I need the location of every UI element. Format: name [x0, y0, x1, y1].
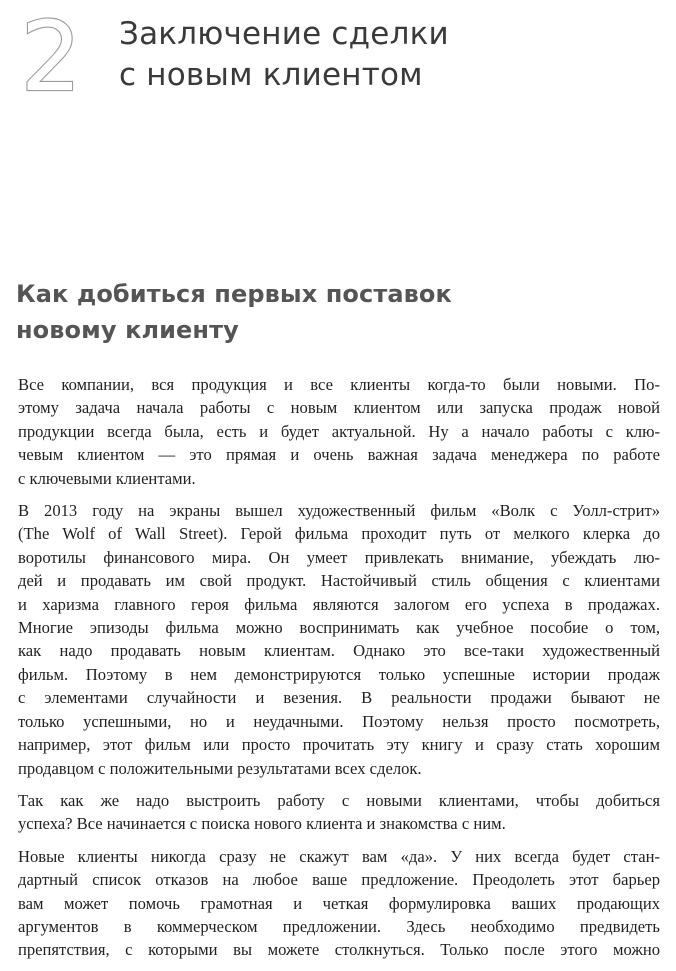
text-line: воротилы финансового мира. Он умеет привлекать внимание, убеждать лю-: [18, 547, 660, 567]
text-line: аргументов в коммерческом предложении. Здесь необходимо предвидеть: [18, 916, 660, 936]
text-line: например, этот фильм или просто прочитать эту книгу и сразу стать хорошим: [18, 735, 660, 755]
paragraph: [18, 845, 660, 962]
text-line: Так как же надо выстроить работу с новыми клиентами, чтобы добиться: [18, 790, 660, 810]
text-line: вам может помочь грамотная и четкая формулировка ваших продающих: [18, 893, 660, 913]
section-heading: [16, 276, 656, 348]
paragraph: [18, 789, 660, 836]
text-line: Многие эпизоды фильма можно воспринимать как учебное пособие о том,: [18, 618, 660, 638]
text-line: (The Wolf of Wall Street). Герой фильма проходит путь от мелкого клерка до: [18, 524, 660, 544]
chapter-number: [16, 12, 86, 104]
text-line: и харизма главного героя фильма являются залогом его успеха в продажах.: [18, 594, 660, 614]
text-line: дартный список отказов на любое ваше предложение. Преодолеть этот барьер: [18, 870, 660, 890]
chapter-number-glyph: 2: [20, 12, 82, 104]
text-line: этому задача начала работы с новым клиентом или запуска продаж новой: [18, 398, 660, 418]
text-line: Все компании, вся продукция и все клиенты когда-то были новыми. По-: [18, 375, 660, 394]
text-line: дей и продавать им свой продукт. Настойчивый стиль общения с клиентами: [18, 571, 660, 591]
text-line: фильм. Поэтому в нем демонстрируются только успешные истории продаж: [18, 664, 660, 684]
text-line: успеха? Все начинается с поиска нового клиента и знакомства с ним.: [18, 814, 506, 834]
text-line: чевым клиентом — это прямая и очень важная задача менеджера по работе: [18, 445, 660, 465]
section-heading-line: новому клиенту: [16, 316, 239, 344]
text-line: препятствия, с которыми вы можете столкнуться. Только после этого можно: [18, 940, 660, 960]
paragraph: [18, 499, 660, 780]
text-line: с ключевыми клиентами.: [18, 468, 196, 488]
text-line: продавцом с положительными результатами всех сделок.: [18, 758, 422, 778]
text-line: как надо продавать новым клиентам. Однако это все-таки художественный: [18, 641, 660, 661]
text-line: Новые клиенты никогда сразу не скажут вам «да». У них всегда будет стан-: [18, 846, 660, 866]
chapter-title-line: Заключение сделки: [119, 16, 449, 52]
chapter-title: [119, 14, 449, 96]
body-text: [18, 373, 660, 971]
paragraph: [18, 373, 660, 490]
chapter-title-line: с новым клиентом: [119, 57, 423, 93]
text-line: В 2013 году на экраны вышел художественный фильм «Волк с Уолл-стрит»: [18, 501, 660, 521]
text-line: с элементами случайности и везения. В реальности продажи бывают не: [18, 688, 660, 708]
text-line: продукции всегда была, есть и будет актуальной. Ну а начало работы с клю-: [18, 421, 660, 441]
text-line: только успешными, но и неудачными. Поэтому нельзя просто посмотреть,: [18, 711, 660, 731]
section-heading-line: Как добиться первых поставок: [16, 280, 452, 308]
